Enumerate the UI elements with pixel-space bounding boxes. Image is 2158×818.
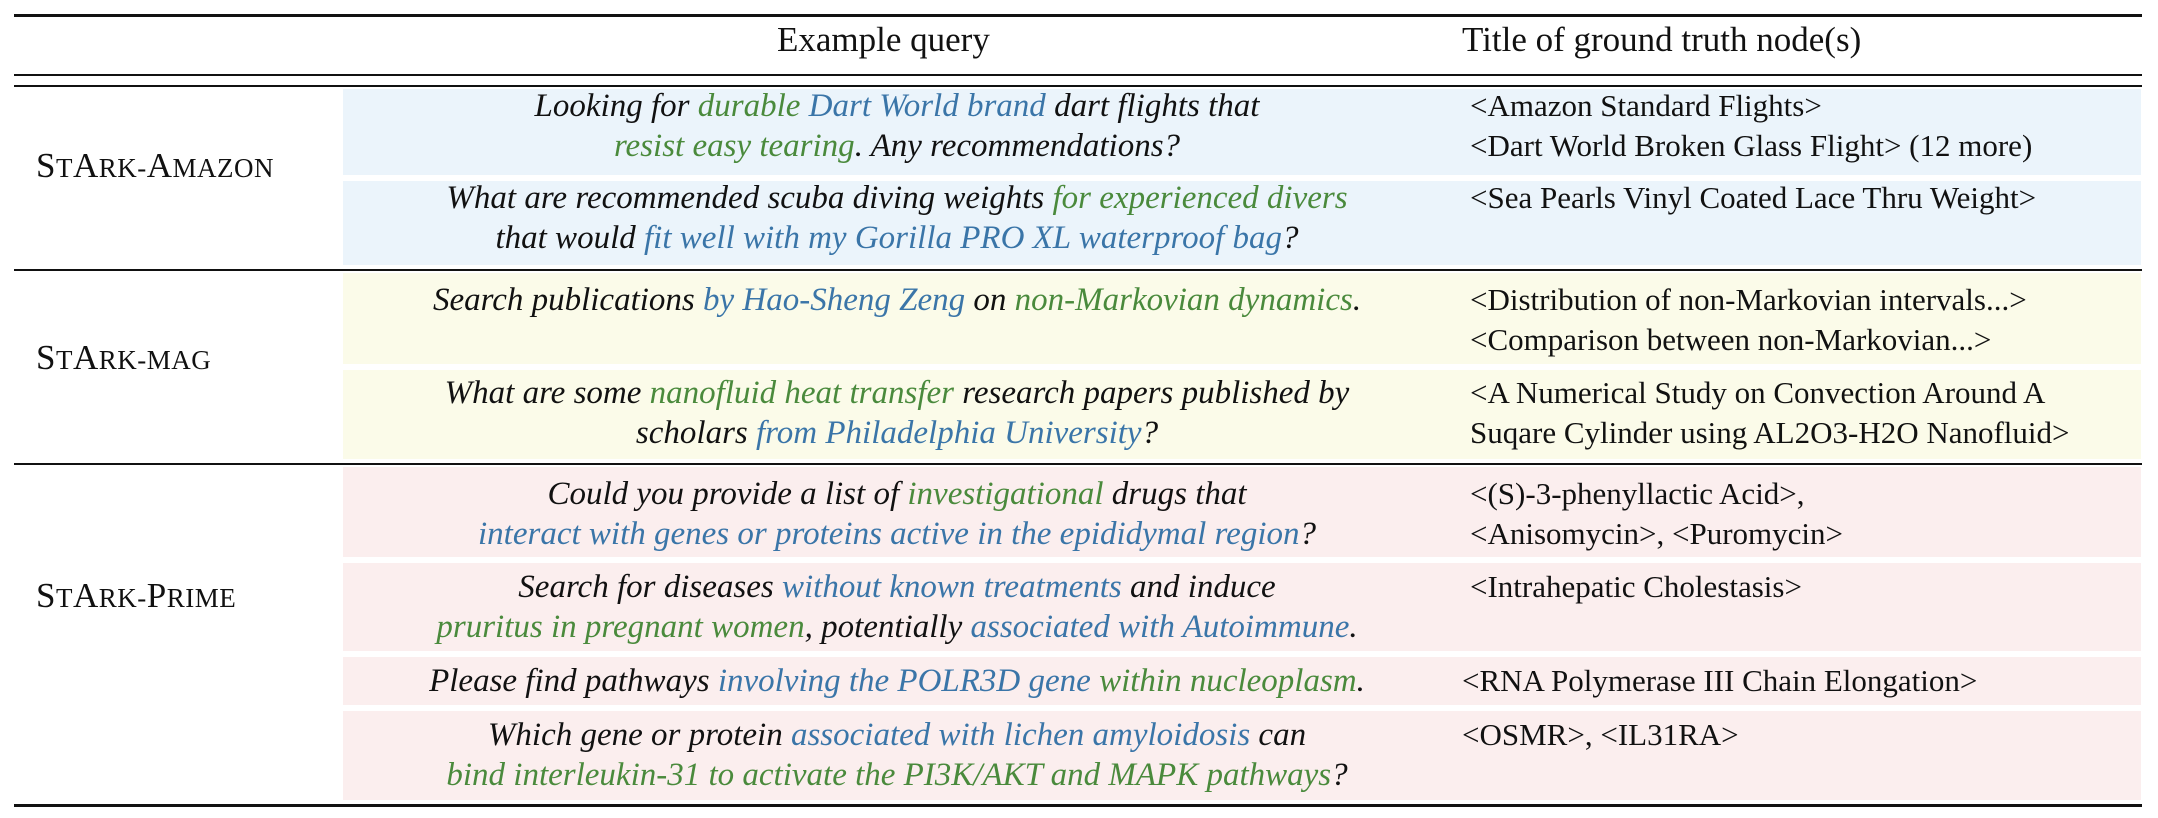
query-cell: Search for diseases without known treatments and induce pruritus in pregnant women, potentially associated with Autoimmune. <box>436 569 1358 645</box>
group-rule-mag <box>14 269 2142 271</box>
query-cell: Which gene or protein associated with lichen amyloidosis can bind interleukin-31 to activate the PI3K/AKT and MAPK pathways? <box>446 717 1348 793</box>
ground-truth-cell: <Intrahepatic Cholestasis> <box>1470 569 1802 604</box>
query-cell: What are recommended scuba diving weights for experienced divers that would fit well with my Gorilla PRO XL waterproof bag? <box>446 180 1348 256</box>
query-cell: Please find pathways involving the POLR3D gene within nucleoplasm. <box>429 663 1365 699</box>
group-label-prime: STARK-PRIME <box>36 576 237 615</box>
column-header-query: Example query <box>777 20 990 59</box>
ground-truth-cell: <Sea Pearls Vinyl Coated Lace Thru Weight> <box>1470 180 2037 215</box>
ground-truth-cell: <(S)-3-phenyllactic Acid>, <Anisomycin>, <Puromycin> <box>1470 476 1844 551</box>
top-rule <box>14 14 2142 17</box>
header-rule-1 <box>14 74 2142 76</box>
ground-truth-cell: <Distribution of non-Markovian intervals...> <Comparison between non-Markovian...> <box>1470 282 2027 357</box>
column-header-title: Title of ground truth node(s) <box>1462 20 1862 59</box>
group-rule-prime <box>14 463 2142 465</box>
query-cell: Could you provide a list of investigational drugs that interact with genes or proteins active in the epididymal region? <box>478 476 1316 552</box>
query-cell: What are some nanofluid heat transfer research papers published by scholars from Philadelphia University? <box>444 375 1350 451</box>
query-cell: Looking for durable Dart World brand dart flights that resist easy tearing. Any recommendations? <box>534 88 1260 164</box>
ground-truth-cell: <RNA Polymerase III Chain Elongation> <box>1462 663 1978 698</box>
bottom-rule <box>14 804 2142 807</box>
ground-truth-cell: <A Numerical Study on Convection Around A Suqare Cylinder using AL2O3-H2O Nanofluid> <box>1470 375 2070 450</box>
group-label-mag: STARK-MAG <box>36 338 212 377</box>
ground-truth-cell: <Amazon Standard Flights> <Dart World Broken Glass Flight> (12 more) <box>1470 88 2033 163</box>
query-cell: Search publications by Hao-Sheng Zeng on non-Markovian dynamics. <box>432 282 1362 318</box>
ground-truth-cell: <OSMR>, <IL31RA> <box>1462 717 1739 752</box>
group-label-amazon: STARK-AMAZON <box>36 146 275 185</box>
